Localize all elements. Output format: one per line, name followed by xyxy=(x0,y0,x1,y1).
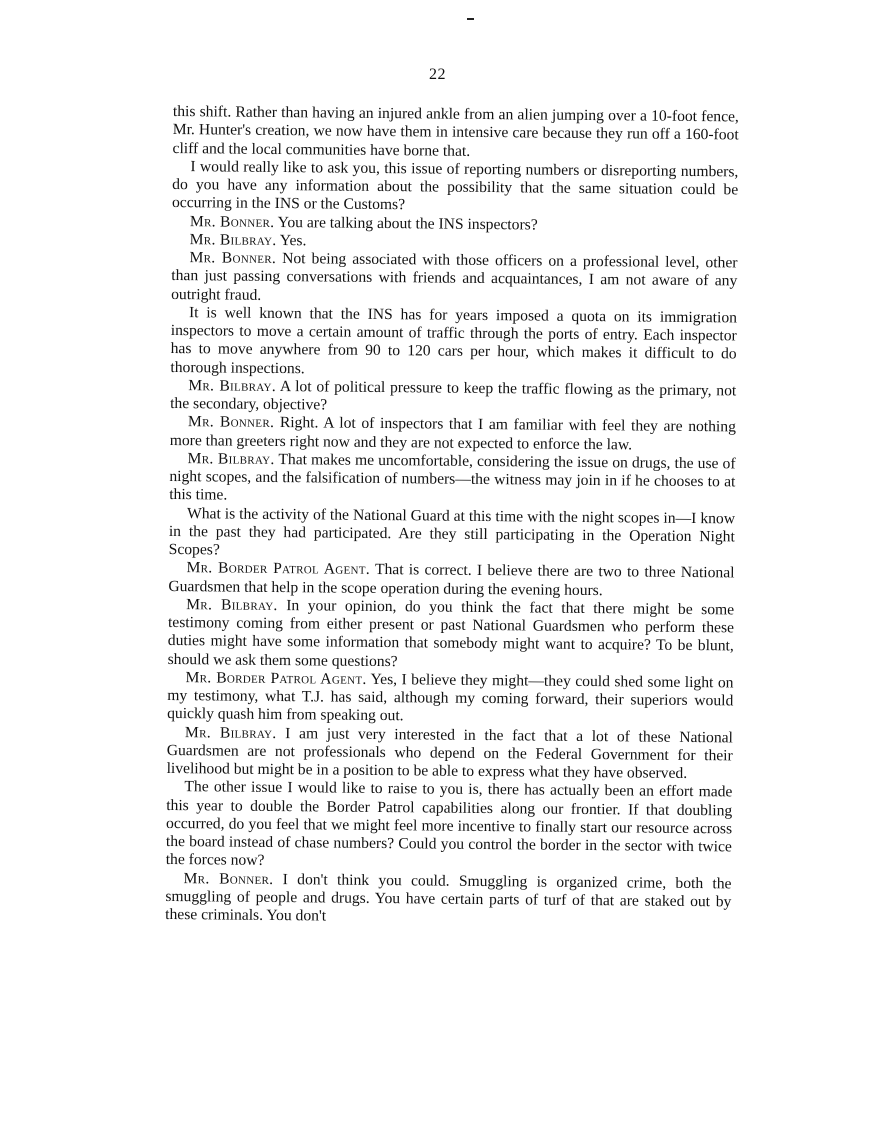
paragraph-11: Mr. Border Patrol Agent. That is correct. I believe there are two to three National Guardsmen that help in the scope operation during the evening hours. xyxy=(168,559,735,599)
speaker-name: Mr. Bonner. xyxy=(183,869,274,888)
paragraph-2: I would really like to ask you, this issue of reporting numbers or disreporting numbers, do you have any information about the possibility that the same situation could be occurring in the INS or the Customs? xyxy=(171,157,739,214)
speaker-name: Mr. Border Patrol Agent. xyxy=(186,559,371,579)
paragraph-8: Mr. Bonner. Right. A lot of inspectors that I am familiar with feel they are nothing more than greeters right now and they are not expected to enforce the law. xyxy=(169,413,736,453)
speaker-name: Mr. Bilbray. xyxy=(188,376,277,395)
paragraph-13: Mr. Border Patrol Agent. Yes, I believe they might—they could shed some light on my testimony, what T.J. has said, although my coming forward, their superiors would quickly quash him from speaking out. xyxy=(167,668,734,725)
top-mark xyxy=(467,18,474,20)
paragraph-1: this shift. Rather than having an injured ankle from an alien jumping over a 10-foot fence, Mr. Hunter's creation, we now have them in intensive care because they run off a 160-foot cliff and the local communities have borne that. xyxy=(172,103,739,160)
hearing-transcript xyxy=(165,103,739,930)
speaker-name: Mr. Bilbray. xyxy=(186,595,278,614)
paragraph-16: Mr. Bonner. I don't think you could. Smuggling is organized crime, both the smuggling of people and drugs. You have certain parts of turf of that are staked out by these criminals. You don't xyxy=(165,869,732,925)
speaker-name: Mr. Bilbray. xyxy=(189,230,277,249)
paragraph-9: Mr. Bilbray. That makes me uncomfortable, considering the issue on drugs, the use of night scopes, and the falsification of numbers—the witness may join in if he chooses to at this time. xyxy=(169,449,736,504)
paragraph-4: Mr. Bilbray. Yes. xyxy=(189,230,307,250)
paragraph-6: It is well known that the INS has for years imposed a quota on its immigration inspectors to move a certain amount of traffic through the ports of entry. Each inspector has to move anywhere from 90 to 120 cars per hour, which makes it difficult to do thorough inspections. xyxy=(170,303,738,377)
speaker-name: Mr. Border Patrol Agent. xyxy=(185,668,367,688)
paragraph-15: The other issue I would like to raise to you is, there has actually been an effort made this year to double the Border Patrol capabilities along our frontier. If that doubling occurred, do you feel that we might feel more incentive to finally start our resource across the board instead of chase numbers? Could you control the border in the sector with twice the forces now? xyxy=(165,778,733,870)
speaker-name: Mr. Bonner. xyxy=(189,212,275,231)
paragraph-12: Mr. Bilbray. In your opinion, do you think the fact that there might be some testimony coming from either present or past National Guardsmen who perform these duties might have some information that somebody might want to acquire? To be blunt, should we ask them some questions? xyxy=(167,595,735,670)
paragraph-7: Mr. Bilbray. A lot of political pressure to keep the traffic flowing as the primary, not the secondary, objective? xyxy=(170,376,737,414)
speaker-name: Mr. Bonner. xyxy=(187,413,275,432)
speaker-name: Mr. Bilbray. xyxy=(187,449,275,468)
paragraph-3: Mr. Bonner. You are talking about the INS inspectors? xyxy=(189,212,538,234)
paragraph-14: Mr. Bilbray. I am just very interested in the fact that a lot of these National Guardsmen are not professionals who depend on the Federal Government for their livelihood but might be in a position to be able to express what they have observed. xyxy=(166,723,734,782)
paragraph-5: Mr. Bonner. Not being associated with those officers on a professional level, other than just passing conversations with friends and acquaintances, I am not aware of any outright fraud. xyxy=(171,249,738,304)
page-number: 22 xyxy=(429,66,446,83)
speaker-name: Mr. Bonner. xyxy=(189,249,277,267)
paragraph-10: What is the activity of the National Guard at this time with the night scopes in—I know in the past they had participated. Are they still participating in the Operation Night Scopes? xyxy=(168,504,736,559)
speaker-name: Mr. Bilbray. xyxy=(184,723,277,742)
